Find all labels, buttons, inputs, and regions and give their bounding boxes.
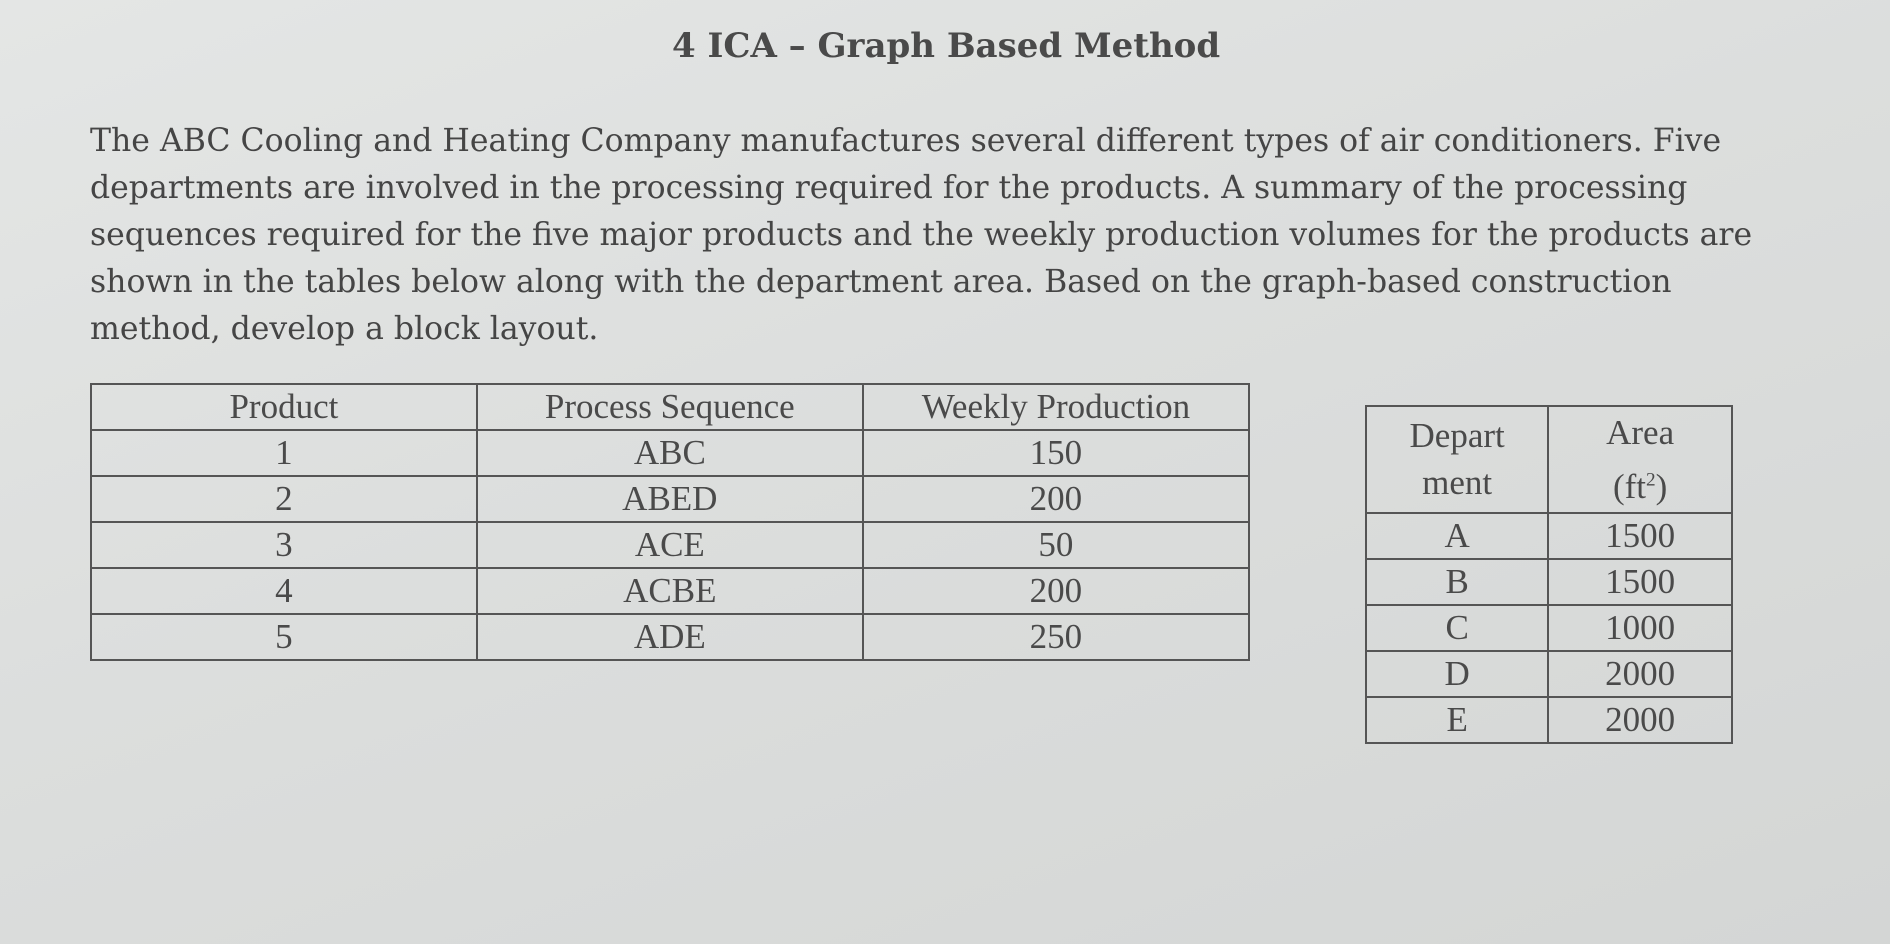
sequence-cell: ACE — [477, 522, 863, 568]
department-cell: E — [1366, 697, 1548, 743]
problem-statement: The ABC Cooling and Heating Company manufactures several different types of air conditioners. Five departments are involved in the processing required for the products. A summary of the processing sequences required for the five major products and the weekly production volumes for the products are shown in the tables below along with the department area. Based on the graph-based construction method, develop a block layout. — [90, 123, 1753, 347]
unit-close: ) — [1655, 466, 1668, 506]
area-cell: 2000 — [1548, 697, 1732, 743]
product-cell: 1 — [91, 430, 477, 476]
production-cell: 250 — [863, 614, 1249, 660]
product-cell: 3 — [91, 522, 477, 568]
department-area-table — [1365, 405, 1733, 744]
product-cell: 2 — [91, 476, 477, 522]
table-row — [91, 522, 1249, 568]
table-row — [1366, 651, 1732, 697]
table-row — [91, 614, 1249, 660]
department-cell: A — [1366, 513, 1548, 559]
products-table — [90, 383, 1250, 661]
product-cell: 4 — [91, 568, 477, 614]
table-row — [1366, 697, 1732, 743]
header-department-part-2: ment — [1422, 463, 1493, 503]
header-department-part-1: Depart — [1409, 416, 1505, 456]
department-cell: B — [1366, 559, 1548, 605]
table-row — [91, 568, 1249, 614]
department-cell: C — [1366, 605, 1548, 651]
area-cell: 2000 — [1548, 651, 1732, 697]
product-cell: 5 — [91, 614, 477, 660]
sequence-cell: ADE — [477, 614, 863, 660]
column-header-weekly-production: Weekly Production — [863, 384, 1249, 430]
table-row — [1366, 513, 1732, 559]
column-header-process-sequence: Process Sequence — [477, 384, 863, 430]
header-area-label: Area — [1606, 413, 1675, 452]
production-cell: 50 — [863, 522, 1249, 568]
table-header-row — [91, 384, 1249, 430]
area-cell: 1500 — [1548, 513, 1732, 559]
header-area-unit — [1613, 467, 1667, 506]
table-row — [91, 476, 1249, 522]
column-header-department — [1366, 406, 1548, 513]
sequence-cell: ACBE — [477, 568, 863, 614]
page-title: 4 ICA – Graph Based Method — [672, 26, 1221, 66]
department-cell: D — [1366, 651, 1548, 697]
table-row — [1366, 559, 1732, 605]
table-row — [1366, 605, 1732, 651]
column-header-product: Product — [91, 384, 477, 430]
table-row — [91, 430, 1249, 476]
production-cell: 200 — [863, 476, 1249, 522]
unit-superscript: 2 — [1646, 469, 1656, 490]
production-cell: 200 — [863, 568, 1249, 614]
column-header-area — [1548, 406, 1732, 513]
sequence-cell: ABED — [477, 476, 863, 522]
area-cell: 1500 — [1548, 559, 1732, 605]
area-cell: 1000 — [1548, 605, 1732, 651]
production-cell: 150 — [863, 430, 1249, 476]
unit-base: (ft — [1612, 466, 1647, 506]
table-header-row — [1366, 406, 1732, 513]
sequence-cell: ABC — [477, 430, 863, 476]
